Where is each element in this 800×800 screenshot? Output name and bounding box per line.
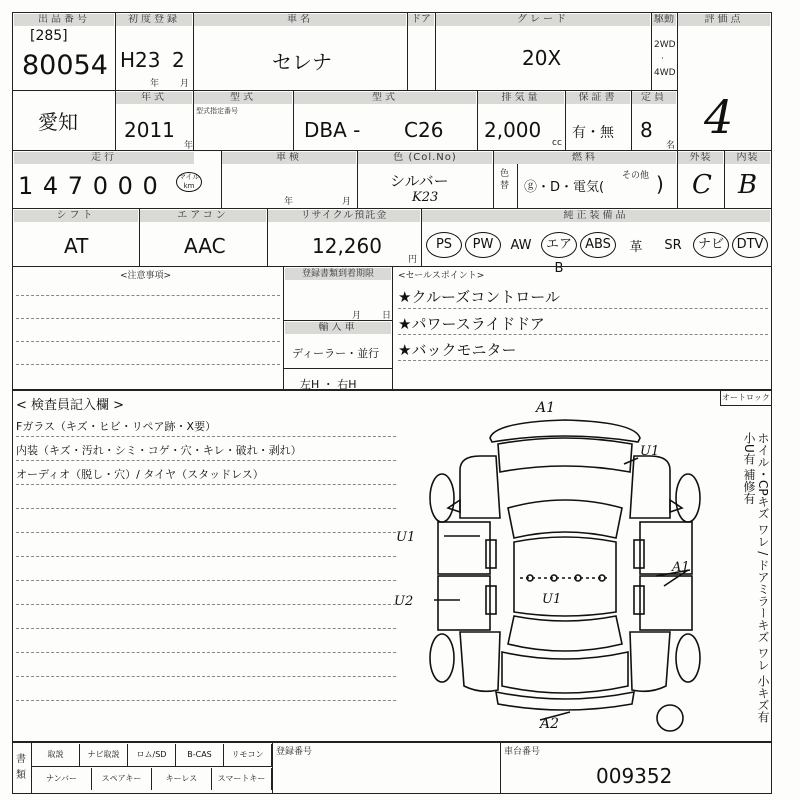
- side-note: ホイル・CPキズ ワレ / ドアミラーキズ ワレ 小キズ有 小U有 補修有: [742, 432, 770, 723]
- footer-item: ナビ取説: [80, 744, 128, 767]
- footer-blank-header: 登録番号: [276, 747, 313, 757]
- mark-u1-center: U1: [542, 592, 562, 607]
- header-displacement: 排気量: [478, 92, 564, 104]
- equipment-item: ナビ: [693, 232, 729, 258]
- equipment-item: ABS: [580, 232, 616, 258]
- footer-item: B-CAS: [176, 744, 224, 767]
- header-inspection: 車検: [222, 152, 356, 164]
- fuel: ⓖ・D・電気(: [524, 180, 605, 195]
- maint-book: 有・無: [572, 125, 614, 141]
- type-code: C26: [404, 118, 444, 142]
- reg-month: 月: [352, 311, 362, 321]
- displacement: 2,000: [484, 118, 542, 142]
- header-first-reg: 初度登録: [116, 14, 192, 26]
- sales-point-1: ★クルーズコントロール: [398, 288, 560, 306]
- inspector-note-3: オーディオ（脱し・穴）/ タイヤ（スタッドレス）: [16, 468, 264, 481]
- header-drive: 駆動: [654, 14, 674, 25]
- auto-lock-label: オートロック: [722, 393, 770, 402]
- header-maint-book: 保証書: [566, 92, 630, 104]
- first-reg-year-unit: 年: [150, 79, 160, 89]
- year: 2011: [124, 118, 175, 142]
- drive-2wd: 2WD: [654, 40, 676, 50]
- capacity-unit: 名: [666, 141, 676, 151]
- sales-point-2: ★パワースライドドア: [398, 315, 545, 333]
- front-left-wheel: [430, 474, 454, 522]
- header-equipment: 純正装備品: [422, 210, 770, 222]
- inspection-year: 年: [284, 197, 294, 207]
- drive-dot: ·: [661, 54, 664, 64]
- remarks-title: <注意事項>: [120, 271, 172, 281]
- header-mileage: 走行: [14, 152, 194, 164]
- equipment-item: DTV: [732, 232, 768, 258]
- rear-right-fender: [630, 632, 670, 691]
- header-type: 型式: [294, 92, 476, 104]
- header-color: 色 (Col.No): [358, 152, 492, 164]
- fuel-close: ): [656, 172, 664, 196]
- tailgate: [502, 652, 628, 693]
- sales-points-title: <セールスポイント>: [398, 271, 485, 281]
- interior-grade: B: [738, 170, 758, 200]
- handle-side: 左H ・ 右H: [300, 378, 357, 391]
- recycle-fee: 12,260: [312, 234, 382, 258]
- header-aircon: エアコン: [140, 210, 266, 222]
- footer-item: ロム/SD: [128, 744, 176, 767]
- mark-a1-top: A1: [536, 400, 556, 416]
- first-reg-month-unit: 月: [180, 79, 190, 89]
- score-value: 4: [704, 90, 734, 144]
- reg-day: 日: [382, 311, 392, 321]
- drive-4wd: 4WD: [654, 68, 676, 78]
- mark-a1-right: A1: [672, 560, 690, 575]
- footer-item: ナンバー: [32, 768, 92, 790]
- car-damage-diagram: [420, 400, 710, 740]
- year-suffix: 年: [184, 141, 194, 151]
- header-chassis-model: 型式: [194, 92, 292, 104]
- footer-checklist: [32, 744, 272, 792]
- header-import: 輸入車: [285, 322, 391, 334]
- region: 愛知: [38, 110, 78, 134]
- rear-left-fender: [460, 632, 500, 691]
- equipment-item: PW: [465, 232, 501, 258]
- header-shift: シフト: [14, 210, 138, 222]
- footer-label: 書類: [16, 754, 26, 781]
- rear-bumper: [496, 692, 634, 710]
- footer-item: スペアキー: [92, 768, 152, 790]
- windshield: [508, 500, 622, 538]
- mark-a2-bottom: A2: [540, 716, 560, 732]
- equipment-item: SR: [664, 237, 682, 253]
- rear-left-wheel: [430, 634, 454, 682]
- equipment-item: 革: [629, 239, 643, 255]
- footer-item: 取説: [32, 744, 80, 767]
- first-reg-month: 2: [172, 48, 185, 72]
- header-interior: 内装: [725, 152, 770, 164]
- hood: [498, 438, 632, 472]
- lot-code: [285]: [30, 28, 68, 44]
- footer-item: リモコン: [224, 744, 272, 767]
- type-prefix: DBA -: [304, 118, 361, 142]
- capacity: 8: [640, 118, 653, 142]
- footer-item: スマートキー: [212, 768, 272, 790]
- inspection-month: 月: [342, 197, 352, 207]
- header-score: 評価点: [678, 14, 770, 26]
- mileage: 1 4 7 0 0 0: [18, 172, 159, 200]
- header-fuel: 燃料: [494, 152, 676, 164]
- header-capacity: 定員: [632, 92, 676, 104]
- model-name: セレナ: [272, 50, 332, 74]
- rear-window: [508, 616, 622, 651]
- left-front-door: [438, 522, 490, 574]
- header-door: ドア: [408, 14, 434, 26]
- rear-right-wheel: [676, 634, 700, 682]
- chassis-no: 009352: [596, 764, 673, 788]
- header-lot-no: 出品番号: [14, 14, 114, 26]
- equipment-list: [426, 230, 771, 276]
- chassis-no-label: 車台番号: [504, 747, 541, 757]
- mark-u1-top-right: U1: [640, 444, 660, 459]
- header-recycle: リサイクル預託金: [268, 210, 420, 222]
- equipment-item: エアB: [541, 232, 577, 258]
- shift: AT: [64, 234, 89, 258]
- front-right-wheel: [676, 474, 700, 522]
- footer-item: キーレス: [152, 768, 212, 790]
- header-grade: グレード: [436, 14, 650, 26]
- fuel-other: その他: [622, 171, 650, 181]
- spare-tire: [657, 705, 683, 731]
- header-exterior: 外装: [678, 152, 723, 164]
- front-left-fender: [460, 456, 500, 518]
- mark-u1-left: U1: [396, 530, 416, 545]
- sales-point-3: ★バックモニター: [398, 341, 517, 359]
- color-code: K23: [412, 190, 439, 205]
- mileage-unit: マイル km: [176, 172, 202, 192]
- inspector-note-2: 内装（キズ・汚れ・シミ・コゲ・穴・キレ・破れ・剥れ）: [16, 444, 302, 457]
- equipment-item: PS: [426, 232, 462, 258]
- front-right-fender: [630, 456, 670, 518]
- aircon: AAC: [184, 234, 226, 258]
- mark-u2-left: U2: [394, 594, 414, 609]
- dealer-parallel: ディーラー・並行: [292, 347, 380, 360]
- color-change: 色替: [500, 169, 510, 191]
- inspector-note-1: Fガラス（キズ・ヒビ・リペア跡・X要）: [16, 420, 217, 433]
- displacement-unit: cc: [552, 138, 562, 148]
- header-model-name: 車名: [194, 14, 406, 26]
- roof: [514, 537, 616, 616]
- exterior-grade: C: [692, 170, 712, 200]
- left-rear-door: [438, 576, 490, 630]
- equipment-item: AW: [510, 237, 532, 253]
- recycle-unit: 円: [408, 255, 418, 265]
- first-reg-era: H23: [120, 48, 161, 72]
- header-year: 年式: [116, 92, 192, 104]
- inspector-title: < 検査員記入欄 >: [16, 398, 125, 413]
- header-reg-deadline: 登録書類到着期限: [285, 268, 391, 280]
- chassis-model-note: 型式指定番号: [196, 107, 238, 115]
- color-name: シルバー: [390, 172, 449, 190]
- grade: 20X: [522, 46, 562, 70]
- lot-number: 80054: [22, 50, 108, 81]
